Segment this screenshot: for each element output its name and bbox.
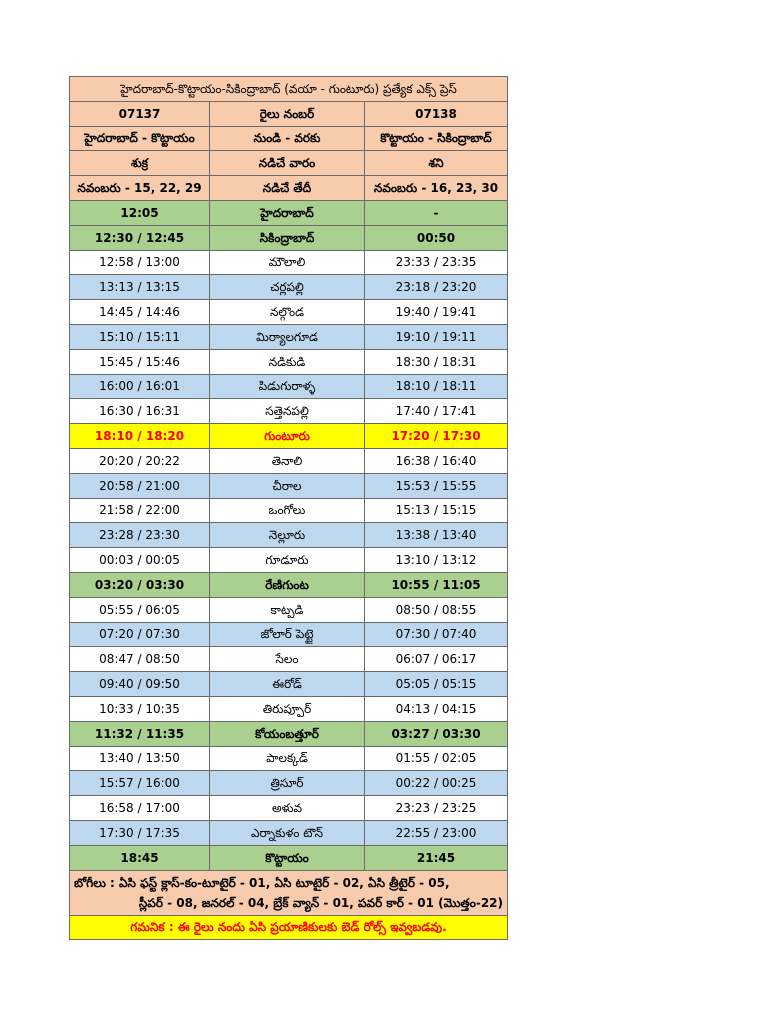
stop-row [70, 374, 508, 399]
stop-row [70, 820, 508, 845]
stop-row [70, 349, 508, 374]
station-name: తిరుప్పూర్ [210, 696, 365, 721]
dates-label: నడిచే తేదీ [210, 176, 365, 201]
weekday-outbound: శుక్ర [70, 151, 210, 176]
return-time: 23:33 / 23:35 [365, 250, 508, 275]
return-time: 08:50 / 08:55 [365, 597, 508, 622]
outbound-time: 16:58 / 17:00 [70, 796, 210, 821]
return-time: 00:22 / 00:25 [365, 771, 508, 796]
outbound-time: 14:45 / 14:46 [70, 300, 210, 325]
return-time: - [365, 200, 508, 225]
stop-row [70, 250, 508, 275]
timetable-body [70, 77, 508, 940]
stop-row [70, 200, 508, 225]
return-time: 15:53 / 15:55 [365, 473, 508, 498]
outbound-time: 13:13 / 13:15 [70, 275, 210, 300]
outbound-time: 17:30 / 17:35 [70, 820, 210, 845]
outbound-time: 11:32 / 11:35 [70, 721, 210, 746]
station-name: నెల్లూరు [210, 523, 365, 548]
station-name: హైదరాబాద్ [210, 200, 365, 225]
return-time: 21:45 [365, 845, 508, 870]
return-time: 17:40 / 17:41 [365, 399, 508, 424]
coaches-info [70, 870, 508, 915]
title-row [70, 77, 508, 102]
return-time: 07:30 / 07:40 [365, 622, 508, 647]
station-name: చీరాల [210, 473, 365, 498]
stop-row [70, 324, 508, 349]
route-label: నుండి - వరకు [210, 126, 365, 151]
route-return: కొట్టాయం - సికింద్రాబాద్ [365, 126, 508, 151]
train-number-row [70, 101, 508, 126]
outbound-time: 13:40 / 13:50 [70, 746, 210, 771]
outbound-time: 12:58 / 13:00 [70, 250, 210, 275]
return-time: 18:10 / 18:11 [365, 374, 508, 399]
outbound-time: 00:03 / 00:05 [70, 548, 210, 573]
return-time: 10:55 / 11:05 [365, 572, 508, 597]
train-number-outbound: 07137 [70, 101, 210, 126]
stop-row [70, 796, 508, 821]
stop-row [70, 597, 508, 622]
outbound-time: 15:45 / 15:46 [70, 349, 210, 374]
station-name: పాలక్కడ్ [210, 746, 365, 771]
return-time: 01:55 / 02:05 [365, 746, 508, 771]
return-time: 22:55 / 23:00 [365, 820, 508, 845]
return-time: 13:38 / 13:40 [365, 523, 508, 548]
outbound-time: 12:05 [70, 200, 210, 225]
return-time: 04:13 / 04:15 [365, 696, 508, 721]
outbound-time: 23:28 / 23:30 [70, 523, 210, 548]
timetable [69, 76, 508, 940]
outbound-time: 08:47 / 08:50 [70, 647, 210, 672]
stop-row [70, 696, 508, 721]
weekday-label: నడిచే వారం [210, 151, 365, 176]
stop-row [70, 399, 508, 424]
outbound-time: 18:45 [70, 845, 210, 870]
station-name: ఎర్నాకుళం టౌన్ [210, 820, 365, 845]
station-name: పిడుగురాళ్ళ [210, 374, 365, 399]
stop-row [70, 548, 508, 573]
stop-row [70, 523, 508, 548]
outbound-time: 05:55 / 06:05 [70, 597, 210, 622]
dates-outbound: నవంబరు - 15, 22, 29 [70, 176, 210, 201]
route-row [70, 126, 508, 151]
stop-row [70, 672, 508, 697]
station-name: జోలార్ పెట్టై [210, 622, 365, 647]
stop-row [70, 473, 508, 498]
train-number-return: 07138 [365, 101, 508, 126]
weekday-return: శని [365, 151, 508, 176]
notice-text: గమనిక : ఈ రైలు నందు ఏసి ప్రయాణికులకు బెడ్ రోల్స్ ఇవ్వబడవు. [70, 915, 508, 940]
outbound-time: 09:40 / 09:50 [70, 672, 210, 697]
return-time: 16:38 / 16:40 [365, 448, 508, 473]
coaches-line-1: బోగీలు : ఏసి ఫస్ట్ క్లాస్-కం-టూటైర్ - 01, ఏసి టూటైర్ - 02, ఏసి త్రీటైర్ - 05, [74, 875, 450, 890]
station-name: సికింద్రాబాద్ [210, 225, 365, 250]
stop-row [70, 845, 508, 870]
outbound-time: 16:30 / 16:31 [70, 399, 210, 424]
station-name: ఒంగోలు [210, 498, 365, 523]
station-name: అళువ [210, 796, 365, 821]
station-name: కోయంబత్తూర్ [210, 721, 365, 746]
outbound-time: 15:10 / 15:11 [70, 324, 210, 349]
dates-row [70, 176, 508, 201]
train-title: హైదరాబాద్-కొట్టాయం-సికింద్రాబాద్ (వయా - గుంటూరు) ప్రత్యేక ఎక్స్ ప్రెస్ [70, 77, 508, 102]
stop-row [70, 448, 508, 473]
coaches-row [70, 870, 508, 915]
stop-row [70, 498, 508, 523]
outbound-time: 10:33 / 10:35 [70, 696, 210, 721]
outbound-time: 12:30 / 12:45 [70, 225, 210, 250]
return-time: 19:40 / 19:41 [365, 300, 508, 325]
outbound-time: 15:57 / 16:00 [70, 771, 210, 796]
station-name: తెనాలి [210, 448, 365, 473]
stop-row [70, 424, 508, 449]
dates-return: నవంబరు - 16, 23, 30 [365, 176, 508, 201]
outbound-time: 20:58 / 21:00 [70, 473, 210, 498]
coaches-line-2: స్లీపర్ - 08, జనరల్ - 04, బ్రేక్ వ్యాన్ - 01, పవర్ కార్ - 01 (మొత్తం-22) [138, 895, 504, 910]
station-name: గుంటూరు [210, 424, 365, 449]
stop-row [70, 275, 508, 300]
stop-row [70, 225, 508, 250]
return-time: 13:10 / 13:12 [365, 548, 508, 573]
stop-row [70, 300, 508, 325]
return-time: 00:50 [365, 225, 508, 250]
stop-row [70, 622, 508, 647]
outbound-time: 03:20 / 03:30 [70, 572, 210, 597]
station-name: మౌలాలి [210, 250, 365, 275]
station-name: ఈరోడ్ [210, 672, 365, 697]
station-name: నడికుడి [210, 349, 365, 374]
return-time: 19:10 / 19:11 [365, 324, 508, 349]
return-time: 23:23 / 23:25 [365, 796, 508, 821]
station-name: మిర్యాలగూడ [210, 324, 365, 349]
station-name: కాట్పడి [210, 597, 365, 622]
station-name: త్రిసూర్ [210, 771, 365, 796]
return-time: 23:18 / 23:20 [365, 275, 508, 300]
outbound-time: 16:00 / 16:01 [70, 374, 210, 399]
stop-row [70, 721, 508, 746]
notice-row [70, 915, 508, 940]
station-name: కొట్టాయం [210, 845, 365, 870]
outbound-time: 07:20 / 07:30 [70, 622, 210, 647]
route-outbound: హైదరాబాద్ - కొట్టాయం [70, 126, 210, 151]
outbound-time: 21:58 / 22:00 [70, 498, 210, 523]
stop-row [70, 572, 508, 597]
return-time: 18:30 / 18:31 [365, 349, 508, 374]
stop-row [70, 746, 508, 771]
station-name: గూడూరు [210, 548, 365, 573]
return-time: 05:05 / 05:15 [365, 672, 508, 697]
station-name: సత్తెనపల్లి [210, 399, 365, 424]
stop-row [70, 647, 508, 672]
train-number-label: రైలు నంబర్ [210, 101, 365, 126]
return-time: 06:07 / 06:17 [365, 647, 508, 672]
station-name: సేలం [210, 647, 365, 672]
station-name: రేణిగుంట [210, 572, 365, 597]
station-name: చర్లపల్లి [210, 275, 365, 300]
outbound-time: 20:20 / 20:22 [70, 448, 210, 473]
outbound-time: 18:10 / 18:20 [70, 424, 210, 449]
return-time: 15:13 / 15:15 [365, 498, 508, 523]
stop-row [70, 771, 508, 796]
return-time: 03:27 / 03:30 [365, 721, 508, 746]
station-name: నల్గొండ [210, 300, 365, 325]
return-time: 17:20 / 17:30 [365, 424, 508, 449]
weekday-row [70, 151, 508, 176]
